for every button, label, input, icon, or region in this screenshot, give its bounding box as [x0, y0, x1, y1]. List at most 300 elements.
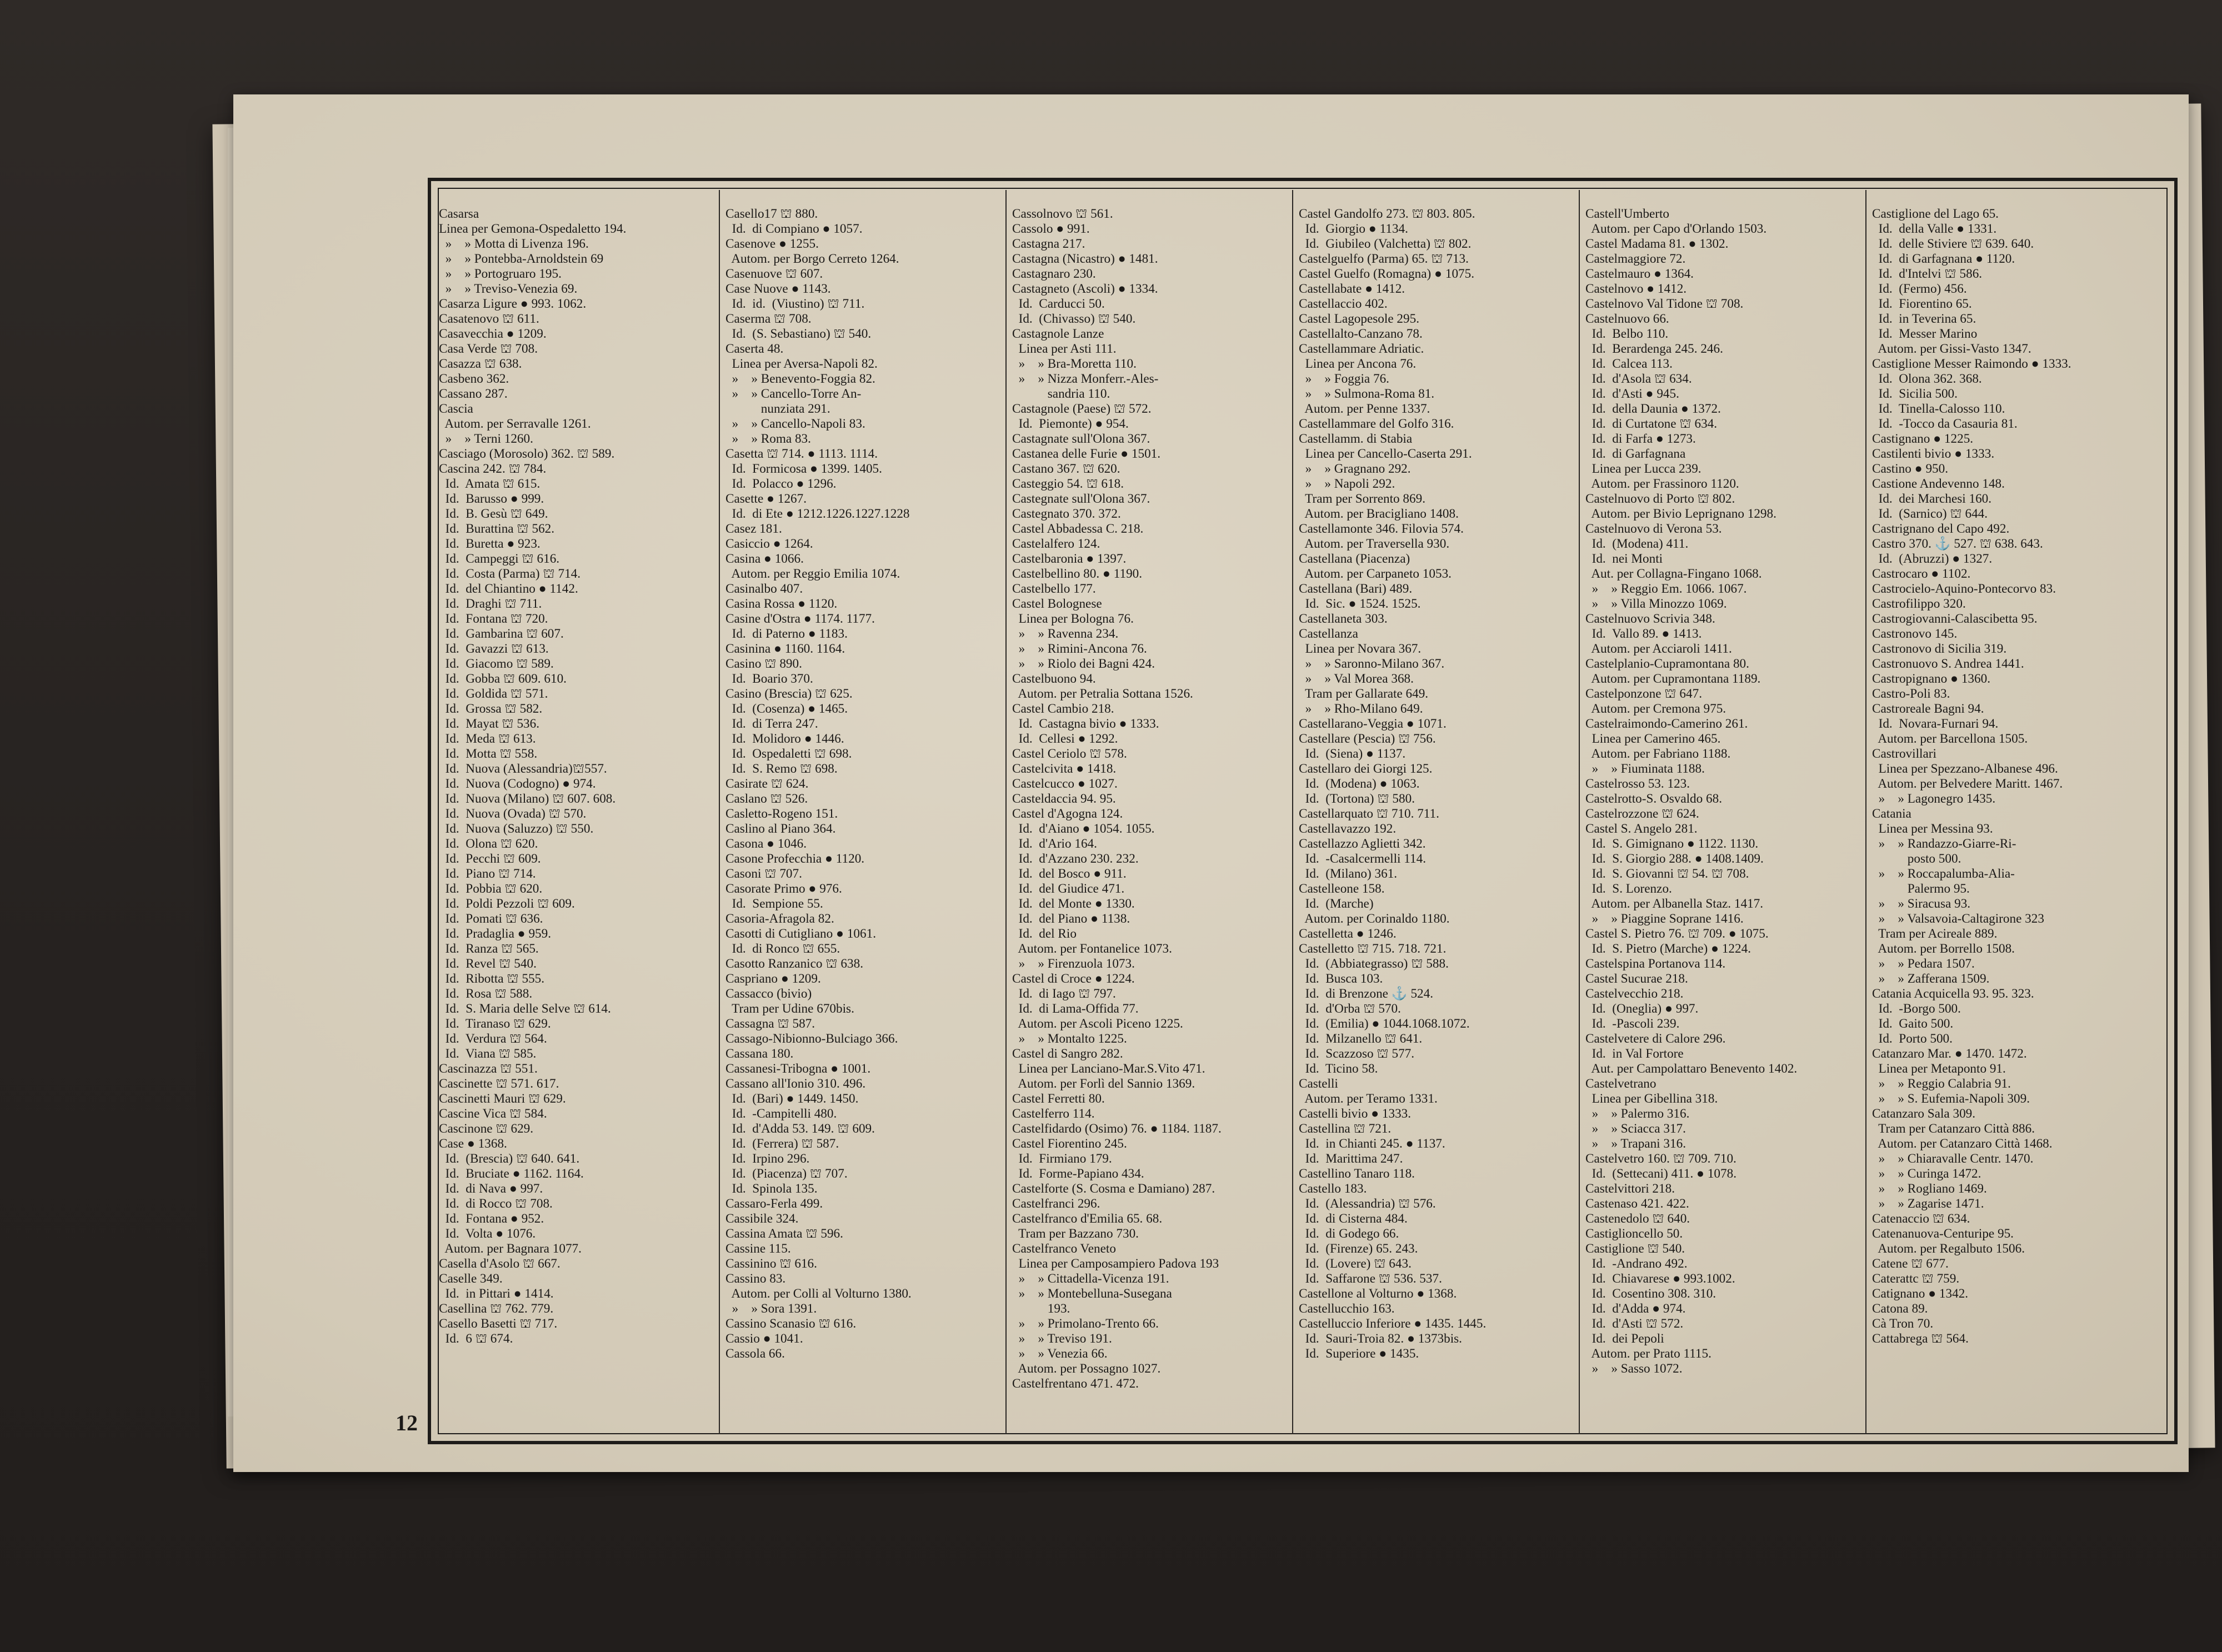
index-entry: Cassanesi-Tribogna ● 1001.	[725, 1062, 871, 1076]
index-entry: Palermo 95.	[1872, 882, 1970, 896]
index-entry: Id. (Bari) ● 1449. 1450.	[725, 1092, 859, 1106]
index-entry: Id. Sempione 55.	[725, 897, 823, 911]
index-entry: Id. Pomati ⛫ 636.	[439, 912, 543, 926]
index-entry: Cassolo ● 991.	[1012, 222, 1090, 236]
index-entry: Castelguelfo (Parma) 65. ⛫ 713.	[1299, 252, 1469, 266]
index-entry: Id. in Pittari ● 1414.	[439, 1286, 554, 1301]
index-entry: Castellavazzo 192.	[1299, 822, 1397, 836]
index-entry: Id. (Settecani) 411. ● 1078.	[1585, 1167, 1737, 1181]
index-entry: Castelfranco Veneto	[1012, 1241, 1116, 1256]
index-entry: Id. d'Intelvi ⛫ 586.	[1872, 267, 1983, 281]
index-entry: Casette ● 1267.	[725, 492, 807, 506]
index-entry: Tram per Catanzaro Città 886.	[1872, 1122, 2035, 1136]
index-entry: Castelvetere di Calore 296.	[1585, 1032, 1726, 1046]
index-entry: Castellaro dei Giorgi 125.	[1299, 762, 1433, 776]
index-entry: Id. Pecchi ⛫ 609.	[439, 852, 541, 866]
index-entry: Id. Campeggi ⛫ 616.	[439, 552, 560, 566]
index-entry: Id. Scazzoso ⛫ 577.	[1299, 1047, 1415, 1061]
index-entry: Castel Sucurae 218.	[1585, 972, 1688, 986]
index-entry: Castignano ● 1225.	[1872, 432, 1974, 446]
index-entry: Castelplanio-Cupramontana 80.	[1585, 657, 1749, 671]
index-entry: Id. Nuova (Ovada) ⛫ 570.	[439, 807, 587, 821]
index-entry: Id. S. Lorenzo.	[1585, 882, 1672, 896]
index-entry: Castelmaggiore 72.	[1585, 252, 1686, 266]
index-entry: » » Venezia 66.	[1012, 1346, 1108, 1361]
index-entry: Castel Gandolfo 273. ⛫ 803. 805.	[1299, 207, 1475, 221]
index-entry: Id. (Ferrera) ⛫ 587.	[725, 1137, 839, 1151]
index-entry: Id. (Fermo) 456.	[1872, 282, 1967, 296]
index-column-3	[1012, 207, 1288, 1445]
index-frame	[428, 178, 2178, 1444]
index-entry: Id. Marittima 247.	[1299, 1152, 1403, 1166]
index-entry: Id. -Casalcermelli 114.	[1299, 852, 1427, 866]
index-entry: Catenaccio ⛫ 634.	[1872, 1212, 1970, 1226]
index-entry: Id. Pradaglia ● 959.	[439, 927, 552, 941]
index-entry: » » Fiuminata 1188.	[1585, 762, 1705, 776]
index-entry: Castelforte (S. Cosma e Damiano) 287.	[1012, 1182, 1215, 1196]
index-entry: Id. Sicilia 500.	[1872, 387, 1958, 401]
index-entry: Id. Tiranaso ⛫ 629.	[439, 1017, 551, 1031]
index-entry: Castellalto-Canzano 78.	[1299, 327, 1423, 341]
index-column-5	[1585, 207, 1861, 1445]
index-entry: Castelrotto-S. Osvaldo 68.	[1585, 792, 1723, 806]
index-entry: Id. della Daunia ● 1372.	[1585, 402, 1721, 416]
index-entry: » » Motta di Livenza 196.	[439, 237, 589, 251]
index-entry: Casina ● 1066.	[725, 552, 804, 566]
index-column-4	[1299, 207, 1574, 1445]
index-entry: » » Cittadella-Vicenza 191.	[1012, 1271, 1169, 1286]
index-entry: Id. (Sarnico) ⛫ 644.	[1872, 507, 1988, 521]
index-entry: » » Val Morea 368.	[1299, 672, 1414, 686]
index-entry: Castellaccio 402.	[1299, 297, 1388, 311]
index-entry: Id. Ticino 58.	[1299, 1062, 1378, 1076]
index-entry: » » Reggio Calabria 91.	[1872, 1077, 2011, 1091]
index-entry: Casoria-Afragola 82.	[725, 912, 834, 926]
index-entry: Castelfranco d'Emilia 65. 68.	[1012, 1212, 1163, 1226]
index-entry: Catania	[1872, 807, 1911, 821]
index-entry: Id. Motta ⛫ 558.	[439, 747, 538, 761]
index-entry: Id. Olona 362. 368.	[1872, 372, 1982, 386]
index-entry: Castelfidardo (Osimo) 76. ● 1184. 1187.	[1012, 1122, 1222, 1136]
index-entry: Castronovo di Sicilia 319.	[1872, 642, 2007, 656]
index-entry: Autom. per Capo d'Orlando 1503.	[1585, 222, 1767, 236]
index-entry: Autom. per Corinaldo 1180.	[1299, 912, 1450, 926]
index-entry: Linea per Camerino 465.	[1585, 732, 1721, 746]
index-entry: Id. di Cisterna 484.	[1299, 1212, 1408, 1226]
column-divider	[1292, 190, 1293, 1434]
index-entry: Casazza ⛫ 638.	[439, 357, 522, 371]
index-entry: Linea per Bologna 76.	[1012, 612, 1134, 626]
index-entry: » » Ravenna 234.	[1012, 627, 1119, 641]
index-entry: Casino (Brescia) ⛫ 625.	[725, 687, 853, 701]
index-entry: Casellina ⛫ 762. 779.	[439, 1301, 554, 1316]
index-entry: Autom. per Bracigliano 1408.	[1299, 507, 1459, 521]
index-entry: Autom. per Traversella 930.	[1299, 537, 1450, 551]
index-entry: Case Nuove ● 1143.	[725, 282, 831, 296]
index-entry: Id. (Modena) 411.	[1585, 537, 1689, 551]
index-entry: Id. Ospedaletti ⛫ 698.	[725, 747, 852, 761]
index-entry: Casinalbo 407.	[725, 582, 803, 596]
index-entry: Castelnovo Val Tidone ⛫ 708.	[1585, 297, 1744, 311]
index-entry: Id. Belbo 110.	[1585, 327, 1669, 341]
index-entry: Id. di Ete ● 1212.1226.1227.1228	[725, 507, 910, 521]
index-entry: Casarza Ligure ● 993. 1062.	[439, 297, 587, 311]
index-entry: Id. Firmiano 179.	[1012, 1152, 1112, 1166]
index-entry: Cassino 83.	[725, 1271, 786, 1286]
index-entry: Castenedolo ⛫ 640.	[1585, 1212, 1690, 1226]
index-entry: Id. Pobbia ⛫ 620.	[439, 882, 543, 896]
index-entry: Cassago-Nibionno-Bulciago 366.	[725, 1032, 898, 1046]
index-entry: Id. d'Asola ⛫ 634.	[1585, 372, 1692, 386]
index-entry: Cassano all'Ionio 310. 496.	[725, 1077, 866, 1091]
index-entry: Id. Irpino 296.	[725, 1152, 810, 1166]
index-entry: Id. S. Giorgio 288. ● 1408.1409.	[1585, 852, 1764, 866]
index-entry: Castellarano-Veggia ● 1071.	[1299, 717, 1447, 731]
index-entry: Casirate ⛫ 624.	[725, 777, 809, 791]
index-entry: » » Reggio Em. 1066. 1067.	[1585, 582, 1747, 596]
index-entry: Cattabrega ⛫ 564.	[1872, 1331, 1969, 1346]
index-entry: Castellare (Pescia) ⛫ 756.	[1299, 732, 1436, 746]
index-entry: Caslano ⛫ 526.	[725, 792, 808, 806]
index-entry: Id. Costa (Parma) ⛫ 714.	[439, 567, 581, 581]
index-entry: Id. d'Adda 53. 149. ⛫ 609.	[725, 1122, 875, 1136]
index-entry: Castellamonte 346. Filovia 574.	[1299, 522, 1464, 536]
index-entry: Castel Abbadessa C. 218.	[1012, 522, 1144, 536]
index-entry: Autom. per Carpaneto 1053.	[1299, 567, 1452, 581]
index-entry: Cassano 287.	[439, 387, 508, 401]
index-entry: Id. Molidoro ● 1446.	[725, 732, 844, 746]
index-entry: Linea per Metaponto 91.	[1872, 1062, 2006, 1076]
index-entry: Aut. per Collagna-Fingano 1068.	[1585, 567, 1762, 581]
index-entry: Id. di Paterno ● 1183.	[725, 627, 848, 641]
index-entry: Castel Guelfo (Romagna) ● 1075.	[1299, 267, 1475, 281]
index-entry: Id. Ranza ⛫ 565.	[439, 942, 539, 956]
index-entry: Id. Saffarone ⛫ 536. 537.	[1299, 1271, 1442, 1286]
index-entry: Id. Castagna bivio ● 1333.	[1012, 717, 1159, 731]
index-entry: Id. Carducci 50.	[1012, 297, 1105, 311]
index-entry: Autom. per Bagnara 1077.	[439, 1241, 582, 1256]
index-entry: Id. (Tortona) ⛫ 580.	[1299, 792, 1415, 806]
index-entry: Id. d'Orba ⛫ 570.	[1299, 1002, 1401, 1016]
index-entry: Castagna (Nicastro) ● 1481.	[1012, 252, 1158, 266]
index-entry: » » Valsavoia-Caltagirone 323	[1872, 912, 2044, 926]
index-entry: Id. Cosentino 308. 310.	[1585, 1286, 1716, 1301]
index-entry: Castelnuovo di Porto ⛫ 802.	[1585, 492, 1735, 506]
index-entry: Castelletta ● 1246.	[1299, 927, 1397, 941]
index-entry: Autom. per Prato 1115.	[1585, 1346, 1711, 1361]
index-entry: Castellarquato ⛫ 710. 711.	[1299, 807, 1439, 821]
index-entry: » » Nizza Monferr.-Ales-	[1012, 372, 1159, 386]
index-entry: Casavecchia ● 1209.	[439, 327, 547, 341]
index-entry: » » Foggia 76.	[1299, 372, 1389, 386]
index-entry: Castelluccio Inferiore ● 1435. 1445.	[1299, 1316, 1487, 1331]
index-entry: Castelletto ⛫ 715. 718. 721.	[1299, 942, 1447, 956]
index-entry: posto 500.	[1872, 852, 1961, 866]
index-entry: Id. Gaito 500.	[1872, 1017, 1954, 1031]
index-entry: Castelvecchio 218.	[1585, 987, 1684, 1001]
index-entry: Id. della Valle ● 1331.	[1872, 222, 1997, 236]
index-entry: Castelponzone ⛫ 647.	[1585, 687, 1702, 701]
index-entry: Id. Fiorentino 65.	[1872, 297, 1972, 311]
index-entry: Id. delle Stiviere ⛫ 639. 640.	[1872, 237, 2034, 251]
index-entry: Case ● 1368.	[439, 1137, 507, 1151]
index-entry: Id. Mayat ⛫ 536.	[439, 717, 540, 731]
index-entry: Id. S. Pietro (Marche) ● 1224.	[1585, 942, 1751, 956]
index-entry: Caslino al Piano 364.	[725, 822, 836, 836]
index-entry: » » Bra-Moretta 110.	[1012, 357, 1137, 371]
index-entry: Id. in Teverina 65.	[1872, 312, 1976, 326]
index-entry: Castelcivita ● 1418.	[1012, 762, 1117, 776]
index-entry: Castrocielo-Aquino-Pontecorvo 83.	[1872, 582, 2056, 596]
index-entry: Linea per Cancello-Caserta 291.	[1299, 447, 1472, 461]
index-entry: Id. Gobba ⛫ 609. 610.	[439, 672, 567, 686]
index-entry: Autom. per Cremona 975.	[1585, 702, 1726, 716]
index-entry: Cassana 180.	[725, 1047, 794, 1061]
index-entry: Castelvetro 160. ⛫ 709. 710.	[1585, 1152, 1736, 1166]
index-entry: Id. di Compiano ● 1057.	[725, 222, 863, 236]
index-entry: Castelbello 177.	[1012, 582, 1096, 596]
index-entry: Castiglione Messer Raimondo ● 1333.	[1872, 357, 2071, 371]
index-entry: Linea per Lanciano-Mar.S.Vito 471.	[1012, 1062, 1205, 1076]
index-entry: Castel Cambio 218.	[1012, 702, 1114, 716]
index-entry: Castegnato 370. 372.	[1012, 507, 1121, 521]
index-entry: Tram per Acireale 889.	[1872, 927, 1998, 941]
index-entry: Id. Poldi Pezzoli ⛫ 609.	[439, 897, 575, 911]
index-entry: Caserta 48.	[725, 342, 784, 356]
index-entry: Id. Spinola 135.	[725, 1182, 818, 1196]
column-divider	[719, 190, 720, 1434]
index-entry: Autom. per Fontanelice 1073.	[1012, 942, 1172, 956]
index-entry: Id. nei Monti	[1585, 552, 1663, 566]
index-entry: Id. Ribotta ⛫ 555.	[439, 972, 545, 986]
index-entry: Id. Piemonte) ● 954.	[1012, 417, 1129, 431]
index-entry: Castagnate sull'Olona 367.	[1012, 432, 1150, 446]
index-entry: Casina Rossa ● 1120.	[725, 597, 838, 611]
index-entry: Id. S. Giovanni ⛫ 54. ⛫ 708.	[1585, 867, 1749, 881]
index-entry: Cascina 242. ⛫ 784.	[439, 462, 547, 476]
index-entry: Castel S. Pietro 76. ⛫ 709. ● 1075.	[1585, 927, 1769, 941]
index-entry: Id. Polacco ● 1296.	[725, 477, 837, 491]
index-entry: Id. del Piano ● 1138.	[1012, 912, 1130, 926]
index-entry: Casone Profecchia ● 1120.	[725, 852, 865, 866]
index-entry: Castel Ferretti 80.	[1012, 1092, 1105, 1106]
index-entry: Castronovo 145.	[1872, 627, 1958, 641]
index-entry: Autom. per Serravalle 1261.	[439, 417, 591, 431]
index-entry: Castelfranci 296.	[1012, 1197, 1100, 1211]
index-entry: Castelvittori 218.	[1585, 1182, 1675, 1196]
index-entry: Castel Ceriolo ⛫ 578.	[1012, 747, 1127, 761]
index-entry: Id. Grossa ⛫ 582.	[439, 702, 543, 716]
index-entry: Id. d'Azzano 230. 232.	[1012, 852, 1139, 866]
index-entry: » » Rho-Milano 649.	[1299, 702, 1423, 716]
index-entry: Castrignano del Capo 492.	[1872, 522, 2010, 536]
index-entry: Castellone al Volturno ● 1368.	[1299, 1286, 1457, 1301]
index-entry: Id. del Monte ● 1330.	[1012, 897, 1135, 911]
index-entry: Id. Nuova (Milano) ⛫ 607. 608.	[439, 792, 616, 806]
index-entry: Id. Olona ⛫ 620.	[439, 837, 538, 851]
index-entry: Casona ● 1046.	[725, 837, 807, 851]
index-entry: » » Chiaravalle Centr. 1470.	[1872, 1152, 2034, 1166]
index-entry: Id. (Oneglia) ● 997.	[1585, 1002, 1699, 1016]
index-entry: Castelcucco ● 1027.	[1012, 777, 1118, 791]
index-entry: Id. Buretta ● 923.	[439, 537, 541, 551]
index-entry: Cassacco (bivio)	[725, 987, 812, 1001]
index-entry: Castellaneta 303.	[1299, 612, 1388, 626]
index-entry: Id. di Garfagnana	[1585, 447, 1686, 461]
index-entry: Id. Bruciate ● 1162. 1164.	[439, 1167, 584, 1181]
index-entry: Id. di Terra 247.	[725, 717, 818, 731]
index-entry: » » Treviso-Venezia 69.	[439, 282, 578, 296]
index-entry: Id. (Alessandria) ⛫ 576.	[1299, 1197, 1436, 1211]
index-entry: Castel d'Agogna 124.	[1012, 807, 1123, 821]
index-entry: Casenove ● 1255.	[725, 237, 819, 251]
index-entry: Castell'Umberto	[1585, 207, 1670, 221]
index-entry: Castellana (Bari) 489.	[1299, 582, 1413, 596]
index-entry: Cassino Scanasio ⛫ 616.	[725, 1316, 857, 1331]
index-entry: Id. Nuova (Saluzzo) ⛫ 550.	[439, 822, 594, 836]
index-entry: Castellazzo Aglietti 342.	[1299, 837, 1426, 851]
index-entry: Castelraimondo-Camerino 261.	[1585, 717, 1748, 731]
index-entry: Catanzaro Sala 309.	[1872, 1107, 1976, 1121]
index-entry: Castelli	[1299, 1077, 1338, 1091]
index-entry: Id. S. Remo ⛫ 698.	[725, 762, 838, 776]
index-entry: Id. Meda ⛫ 613.	[439, 732, 536, 746]
index-entry: Castilenti bivio ● 1333.	[1872, 447, 1995, 461]
index-entry: Cassibile 324.	[725, 1212, 799, 1226]
index-entry: Castiglione del Lago 65.	[1872, 207, 1999, 221]
index-entry: Autom. per Forlì del Sannio 1369.	[1012, 1077, 1195, 1091]
index-entry: Id. Formicosa ● 1399. 1405.	[725, 462, 882, 476]
index-entry: Id. (Cosenza) ● 1465.	[725, 702, 848, 716]
index-entry: Castellammare del Golfo 316.	[1299, 417, 1454, 431]
index-entry: Id. Amata ⛫ 615.	[439, 477, 541, 491]
index-entry: Id. Berardenga 245. 246.	[1585, 342, 1723, 356]
index-entry: Castagnole Lanze	[1012, 327, 1104, 341]
index-entry: Id. Giorgio ● 1134.	[1299, 222, 1408, 236]
index-entry: Id. Verdura ⛫ 564.	[439, 1032, 547, 1046]
index-entry: Castelmauro ● 1364.	[1585, 267, 1694, 281]
index-entry: » » Pontebba-Arnoldstein 69	[439, 252, 604, 266]
index-entry: Casletto-Rogeno 151.	[725, 807, 838, 821]
index-entry: Id. (Firenze) 65. 243.	[1299, 1241, 1418, 1256]
index-entry: Caterattc ⛫ 759.	[1872, 1271, 1960, 1286]
index-entry: Castel Lagopesole 295.	[1299, 312, 1420, 326]
index-entry: Id. d'Asti ⛫ 572.	[1585, 1316, 1684, 1331]
index-entry: Castelbellino 80. ● 1190.	[1012, 567, 1143, 581]
index-entry: Castel Bolognese	[1012, 597, 1102, 611]
index-entry: Castellina ⛫ 721.	[1299, 1122, 1392, 1136]
index-entry: Catenanuova-Centuripe 95.	[1872, 1227, 2014, 1241]
index-entry: Castellabate ● 1412.	[1299, 282, 1405, 296]
index-entry: Id. Sauri-Troia 82. ● 1373bis.	[1299, 1331, 1462, 1346]
index-entry: Castellammare Adriatic.	[1299, 342, 1424, 356]
index-entry: Castiglione ⛫ 540.	[1585, 1241, 1685, 1256]
index-entry: Caspriano ● 1209.	[725, 972, 821, 986]
index-entry: Autom. per Frassinoro 1120.	[1585, 477, 1739, 491]
index-entry: Castelbaronia ● 1397.	[1012, 552, 1127, 566]
index-entry: Catene ⛫ 677.	[1872, 1256, 1949, 1271]
index-entry: Casinina ● 1160. 1164.	[725, 642, 845, 656]
index-entry: Aut. per Campolattaro Benevento 1402.	[1585, 1062, 1798, 1076]
index-entry: Castrovillari	[1872, 747, 1936, 761]
index-entry: Id. di Nava ● 997.	[439, 1182, 543, 1196]
index-entry: Autom. per Regalbuto 1506.	[1872, 1241, 2025, 1256]
index-entry: » » Gragnano 292.	[1299, 462, 1411, 476]
index-entry: Linea per Aversa-Napoli 82.	[725, 357, 878, 371]
index-entry: Castagnaro 230.	[1012, 267, 1096, 281]
index-entry: Castellanza	[1299, 627, 1358, 641]
index-entry: Tram per Udine 670bis.	[725, 1002, 854, 1016]
index-entry: » » Portogruaro 195.	[439, 267, 562, 281]
index-entry: Castelspina Portanova 114.	[1585, 957, 1726, 971]
column-divider	[1579, 190, 1580, 1434]
index-entry: Id. Piano ⛫ 714.	[439, 867, 536, 881]
index-entry: Linea per Messina 93.	[1872, 822, 1993, 836]
index-entry: Autom. per Acciaroli 1411.	[1585, 642, 1732, 656]
index-entry: Id. -Tocco da Casauria 81.	[1872, 417, 2018, 431]
index-entry: Casteldaccia 94. 95.	[1012, 792, 1116, 806]
index-entry: Id. di Iago ⛫ 797.	[1012, 987, 1116, 1001]
index-entry: Id. in Chianti 245. ● 1137.	[1299, 1137, 1445, 1151]
index-entry: Id. (S. Sebastiano) ⛫ 540.	[725, 327, 872, 341]
index-entry: » » Sulmona-Roma 81.	[1299, 387, 1435, 401]
index-entry: Castronuovo S. Andrea 1441.	[1872, 657, 2024, 671]
index-entry: Cassagna ⛫ 587.	[725, 1017, 815, 1031]
index-entry: Id. d'Aiano ● 1054. 1055.	[1012, 822, 1155, 836]
index-entry: Id. d'Asti ● 945.	[1585, 387, 1679, 401]
index-entry: Autom. per Gissi-Vasto 1347.	[1872, 342, 2031, 356]
index-entry: Id. di Rocco ⛫ 708.	[439, 1197, 553, 1211]
index-entry: Id. di Curtatone ⛫ 634.	[1585, 417, 1718, 431]
index-entry: Id. Superiore ● 1435.	[1299, 1346, 1419, 1361]
index-entry: Id. (Chivasso) ⛫ 540.	[1012, 312, 1136, 326]
index-entry: Id. Rosa ⛫ 588.	[439, 987, 533, 1001]
index-entry: Autom. per Catanzaro Città 1468.	[1872, 1137, 2053, 1151]
index-entry: Id. S. Gimignano ● 1122. 1130.	[1585, 837, 1759, 851]
index-entry: Id. Burattina ⛫ 562.	[439, 522, 555, 536]
index-entry: Autom. per Colli al Volturno 1380.	[725, 1286, 912, 1301]
index-entry: Id. (Abbiategrasso) ⛫ 588.	[1299, 957, 1449, 971]
index-entry: Castelalfero 124.	[1012, 537, 1100, 551]
index-entry: Castiglioncello 50.	[1585, 1227, 1683, 1241]
index-entry: Id. -Campitelli 480.	[725, 1107, 837, 1121]
index-entry: Castelnuovo Scrivia 348.	[1585, 612, 1715, 626]
index-entry: Id. Chiavarese ● 993.1002.	[1585, 1271, 1735, 1286]
index-entry: Id. dei Marchesi 160.	[1872, 492, 1992, 506]
index-entry: Id. Viana ⛫ 585.	[439, 1047, 537, 1061]
index-entry: Id. (Brescia) ⛫ 640. 641.	[439, 1152, 580, 1166]
index-entry: Castel di Croce ● 1224.	[1012, 972, 1135, 986]
index-entry: Castelnuovo 66.	[1585, 312, 1669, 326]
index-entry: Castellino Tanaro 118.	[1299, 1167, 1415, 1181]
index-entry: Cascinetti Mauri ⛫ 629.	[439, 1092, 566, 1106]
index-entry: Casenuove ⛫ 607.	[725, 267, 823, 281]
index-entry: Castello 183.	[1299, 1182, 1367, 1196]
index-entry: » » Sciacca 317.	[1585, 1122, 1686, 1136]
index-entry: Id. Goldida ⛫ 571.	[439, 687, 548, 701]
index-entry: Casez 181.	[725, 522, 782, 536]
index-entry: Castropignano ● 1360.	[1872, 672, 1991, 686]
index-entry: Linea per Camposampiero Padova 193	[1012, 1256, 1219, 1271]
index-entry: Id. Boario 370.	[725, 672, 813, 686]
index-entry: Casello Basetti ⛫ 717.	[439, 1316, 558, 1331]
index-entry: Id. di Garfagnana ● 1120.	[1872, 252, 2015, 266]
index-entry: Castelnovo ● 1412.	[1585, 282, 1687, 296]
index-entry: Castrofilippo 320.	[1872, 597, 1966, 611]
index-entry: Linea per Spezzano-Albanese 496.	[1872, 762, 2058, 776]
index-entry: Autom. per Ascoli Piceno 1225.	[1012, 1017, 1183, 1031]
index-entry: Id. Calcea 113.	[1585, 357, 1673, 371]
